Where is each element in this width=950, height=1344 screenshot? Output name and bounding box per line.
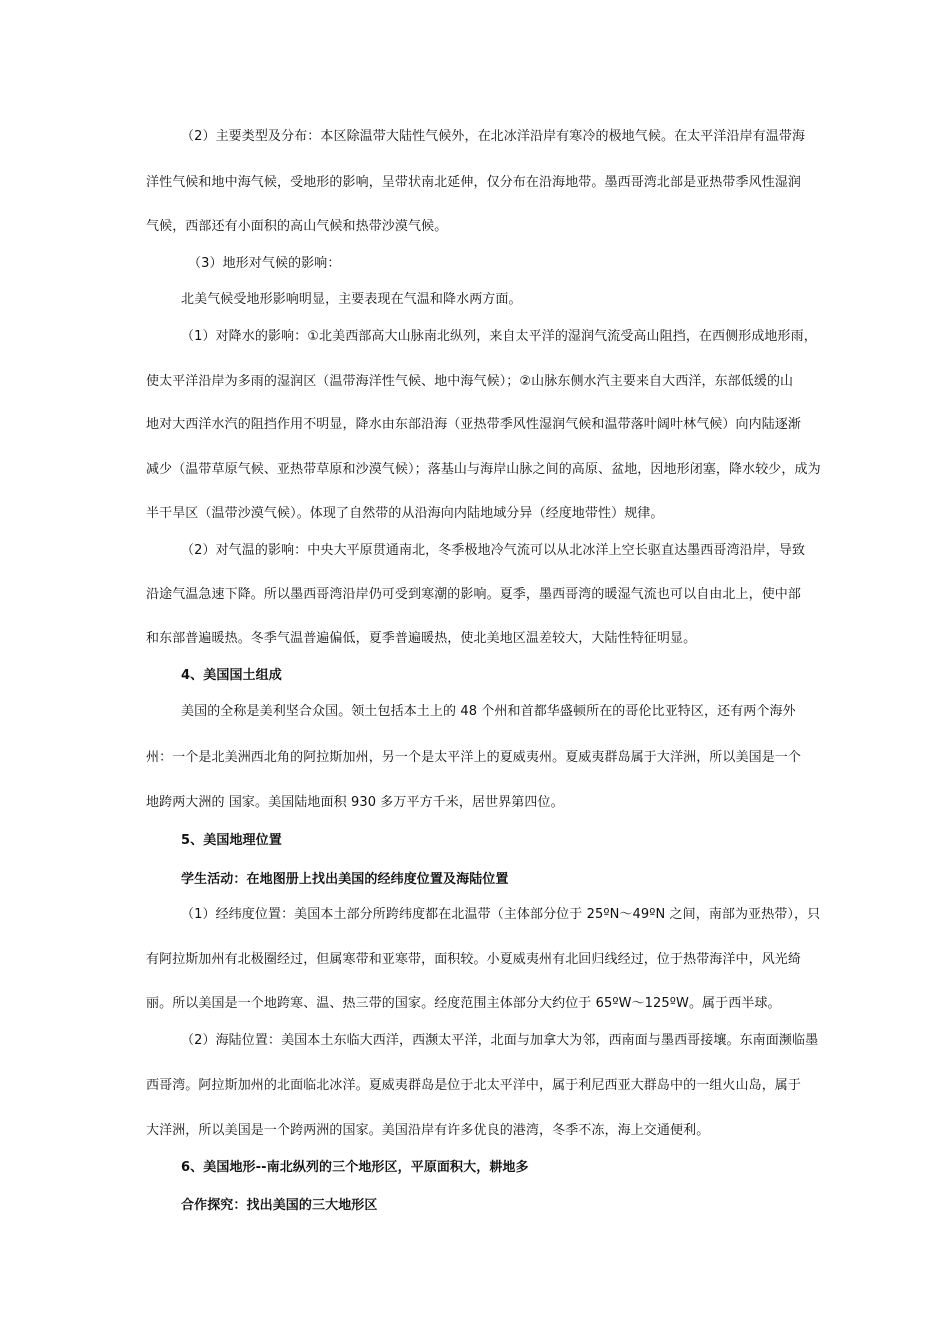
paragraph-line: 大洋洲，所以美国是一个跨两洲的国家。美国沿岸有许多优良的港湾，冬季不冻，海上交通便利。	[146, 1123, 710, 1138]
paragraph-line: 洋性气候和地中海气候，受地形的影响，呈带状南北延伸，仅分布在沿海地带。墨西哥湾北部是亚热带季风性湿润	[146, 175, 802, 190]
paragraph-line: 和东部普遍暖热。冬季气温普遍偏低，夏季普遍暖热，使北美地区温差较大，大陆性特征明显。	[146, 631, 697, 646]
section-heading: 6、美国地形--南北纵列的三个地形区，平原面积大，耕地多	[181, 1160, 529, 1175]
paragraph-line: （2）对气温的影响：中央大平原贯通南北，冬季极地冷气流可以从北冰洋上空长驱直达墨西哥湾沿岸，导致	[181, 543, 806, 558]
paragraph-line: 地对大西洋水汽的阻挡作用不明显，降水由东部沿海（亚热带季风性湿润气候和温带落叶阔叶林气候）向内陆逐渐	[146, 417, 802, 432]
paragraph-line: （1）对降水的影响：①北美西部高大山脉南北纵列，来自太平洋的湿润气流受高山阻挡，在西侧形成地形雨，	[181, 329, 817, 344]
paragraph-line: 使太平洋沿岸为多雨的湿润区（温带海洋性气候、地中海气候）；②山脉东侧水汽主要来自大西洋，东部低缓的山	[146, 374, 794, 389]
paragraph-line: （1）经纬度位置：美国本土部分所跨纬度都在北温带（主体部分位于 25ºN～49ºN 之间，南部为亚热带），只	[181, 907, 821, 922]
paragraph-line: 地跨两大洲的 国家。美国陆地面积 930 多万平方千米，居世界第四位。	[146, 795, 564, 810]
paragraph-line: 西哥湾。阿拉斯加州的北面临北冰洋。夏威夷群岛是位于北太平洋中，属于利尼西亚大群岛中的一组火山岛，属于	[146, 1078, 802, 1093]
subheading: （3）地形对气候的影响：	[188, 256, 341, 271]
paragraph-line: 美国的全称是美利坚合众国。领土包括本土上的 48 个州和首都华盛顿所在的哥伦比亚特区，还有两个海外	[181, 704, 796, 719]
paragraph-line: 丽。所以美国是一个地跨寒、温、热三带的国家。经度范围主体部分大约位于 65ºW～125ºW。属于西半球。	[146, 996, 781, 1011]
paragraph-line: （2）主要类型及分布：本区除温带大陆性气候外，在北冰洋沿岸有寒冷的极地气候。在太平洋沿岸有温带海	[181, 129, 806, 144]
activity-heading: 合作探究：找出美国的三大地形区	[181, 1198, 378, 1213]
paragraph-line: 州：一个是北美洲西北角的阿拉斯加州，另一个是太平洋上的夏威夷州。夏威夷群岛属于大洋洲，所以美国是一个	[146, 750, 802, 765]
activity-heading: 学生活动：在地图册上找出美国的经纬度位置及海陆位置	[181, 872, 509, 887]
paragraph-line: 有阿拉斯加州有北极圈经过，但属寒带和亚寒带，面积较。小夏威夷州有北回归线经过，位于热带海洋中，风光绮	[146, 952, 802, 967]
paragraph-line: 减少（温带草原气候、亚热带草原和沙漠气候）；落基山与海岸山脉之间的高原、盆地，因地形闭塞，降水较少，成为	[146, 462, 821, 477]
paragraph-line: （2）海陆位置：美国本土东临大西洋，西濒太平洋，北面与加拿大为邻，西南面与墨西哥接壤。东南面濒临墨	[181, 1033, 819, 1048]
paragraph-line: 沿途气温急速下降。所以墨西哥湾沿岸仍可受到寒潮的影响。夏季，墨西哥湾的暖湿气流也可以自由北上，使中部	[146, 587, 802, 602]
paragraph-line: 半干旱区（温带沙漠气候）。体现了自然带的从沿海向内陆地域分异（经度地带性）规律。	[146, 506, 664, 521]
paragraph-line: 北美气候受地形影响明显，主要表现在气温和降水两方面。	[181, 292, 522, 307]
paragraph-line: 气候，西部还有小面积的高山气候和热带沙漠气候。	[146, 219, 448, 234]
section-heading: 4、美国国土组成	[181, 668, 282, 683]
section-heading: 5、美国地理位置	[181, 833, 282, 848]
